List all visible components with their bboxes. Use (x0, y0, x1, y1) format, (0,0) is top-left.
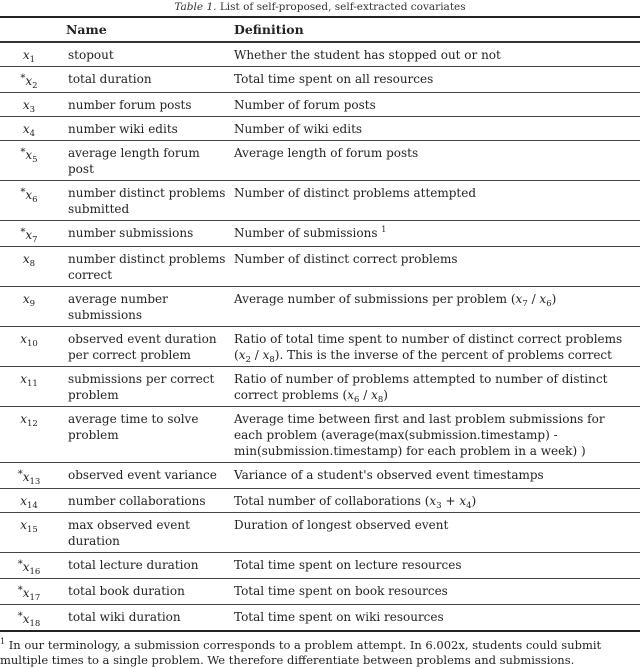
variable-symbol: x (22, 560, 30, 574)
definition-text: Number of forum posts (234, 98, 376, 112)
covariate-name: stopout (68, 48, 114, 62)
star-marker: * (17, 559, 23, 570)
definition-text: Total time spent on lecture resources (234, 558, 462, 572)
covariate-definition (230, 42, 640, 67)
variable-symbol: x (347, 388, 354, 402)
covariate-name: total wiki duration (68, 610, 181, 624)
definition-text: Number of distinct problems attempted (234, 186, 477, 200)
footnote-text: In our terminology, a submission corresponds to a problem attempt. In 6.002x, students could submit multiple times to a single problem. We therefore differentiate between problems and submissions. (0, 638, 602, 667)
definition-text: Total number of collaborations ( (234, 494, 430, 508)
star-marker: * (20, 227, 26, 238)
footnote (0, 638, 640, 668)
covariate-name: total book duration (68, 584, 185, 598)
covariate-name: average length forum post (68, 146, 200, 176)
covariate-id (0, 579, 62, 605)
variable-symbol: x (22, 122, 30, 136)
footnote-mark: 1 (0, 637, 6, 646)
table-row (0, 93, 640, 117)
covariate-name: number forum posts (68, 98, 192, 112)
variable-symbol: x (539, 292, 547, 306)
covariate-definition (230, 327, 640, 367)
covariate-definition (230, 463, 640, 489)
star-marker: * (17, 585, 23, 596)
covariate-definition (230, 553, 640, 579)
table-row (0, 247, 640, 287)
variable-subscript: 8 (377, 395, 384, 405)
table-row (0, 117, 640, 141)
variable-subscript: 1 (29, 55, 36, 65)
covariate-name: max observed event duration (68, 518, 190, 548)
variable-subscript: 17 (29, 593, 41, 603)
definition-text: ) (471, 494, 477, 508)
table-row (0, 463, 640, 489)
covariate-id (0, 93, 62, 117)
variable-symbol: x (25, 228, 33, 242)
variable-symbol: x (22, 292, 30, 306)
variable-symbol: x (22, 470, 30, 484)
variable-symbol: x (371, 388, 378, 402)
covariate-definition (230, 579, 640, 605)
variable-symbol: x (262, 348, 270, 362)
variable-subscript: 18 (29, 619, 41, 629)
variable-subscript: 6 (353, 395, 360, 405)
table-row (0, 513, 640, 553)
covariate-name: total duration (68, 72, 152, 86)
variable-subscript: 4 (29, 129, 36, 139)
variable-subscript: 16 (29, 567, 41, 577)
variable-subscript: 15 (26, 525, 38, 535)
variable-symbol: x (22, 252, 30, 266)
footnote-ref: 1 (381, 225, 387, 234)
variable-subscript: 8 (29, 259, 36, 269)
variable-subscript: 6 (32, 195, 38, 205)
variable-symbol: x (25, 188, 33, 202)
covariate-definition (230, 605, 640, 632)
variable-symbol: x (20, 494, 27, 508)
covariate-definition (230, 247, 640, 287)
star-marker: * (17, 469, 23, 480)
definition-text: Average number of submissions per problem ( (234, 292, 516, 306)
definition-text: Total time spent on wiki resources (234, 610, 444, 624)
table-row (0, 67, 640, 93)
variable-subscript: 11 (26, 379, 38, 389)
covariate-name: number distinct problems submitted (68, 186, 226, 216)
definition-text: Number of submissions (234, 226, 382, 240)
table-header-row (0, 17, 640, 42)
variable-symbol: x (22, 98, 30, 112)
variable-subscript: 4 (466, 501, 472, 511)
covariates-table (0, 16, 640, 632)
covariate-name: number collaborations (68, 494, 206, 508)
covariate-definition (230, 141, 640, 181)
covariate-definition (230, 221, 640, 247)
table-row (0, 42, 640, 67)
definition-text: ) (551, 292, 557, 306)
definition-text: Duration of longest observed event (234, 518, 449, 532)
covariate-id (0, 181, 62, 221)
variable-subscript: 7 (32, 235, 38, 245)
covariate-definition (230, 67, 640, 93)
variable-symbol: x (20, 412, 27, 426)
covariate-definition (230, 93, 640, 117)
definition-text: Number of distinct correct problems (234, 252, 458, 266)
covariate-id (0, 553, 62, 579)
variable-subscript: 9 (29, 299, 36, 309)
covariate-id (0, 247, 62, 287)
definition-text: Total time spent on all resources (234, 72, 434, 86)
table-row (0, 407, 640, 463)
definition-text: / (527, 292, 540, 306)
definition-text: ). This is the inverse of the percent of problems correct (274, 348, 612, 362)
covariate-id (0, 117, 62, 141)
variable-subscript: 3 (436, 501, 442, 511)
variable-symbol: x (20, 372, 27, 386)
covariate-id (0, 221, 62, 247)
variable-symbol: x (20, 332, 27, 346)
table-row (0, 367, 640, 407)
covariate-name: average number submissions (68, 292, 168, 322)
variable-symbol: x (515, 292, 523, 306)
variable-subscript: 3 (29, 105, 36, 115)
table-row (0, 181, 640, 221)
definition-text: ) (383, 388, 388, 402)
variable-subscript: 12 (26, 419, 38, 429)
covariate-name: total lecture duration (68, 558, 199, 572)
definition-text: Number of wiki edits (234, 122, 363, 136)
covariate-name: number wiki edits (68, 122, 178, 136)
header-id (0, 17, 62, 42)
variable-symbol: x (22, 612, 30, 626)
table-row (0, 287, 640, 327)
star-marker: * (20, 187, 26, 198)
covariate-definition (230, 407, 640, 463)
covariate-id (0, 42, 62, 67)
variable-subscript: 13 (29, 477, 41, 487)
table-row (0, 579, 640, 605)
variable-subscript: 2 (32, 81, 38, 91)
variable-symbol: x (20, 518, 27, 532)
definition-text: Average length of forum posts (234, 146, 419, 160)
covariate-id (0, 287, 62, 327)
covariate-id (0, 407, 62, 463)
header-definition: Definition (234, 22, 304, 37)
variable-symbol: x (429, 494, 437, 508)
definition-text: Ratio of total time spent to number of distinct correct problems ( (234, 332, 623, 362)
variable-symbol: x (22, 586, 30, 600)
variable-symbol: x (25, 74, 33, 88)
variable-symbol: x (238, 348, 246, 362)
covariate-id (0, 141, 62, 181)
variable-symbol: x (459, 494, 467, 508)
definition-text: Total time spent on book resources (234, 584, 448, 598)
covariate-definition (230, 367, 640, 407)
covariate-definition (230, 181, 640, 221)
variable-symbol: x (25, 148, 33, 162)
star-marker: * (20, 147, 26, 158)
variable-subscript: 5 (32, 155, 38, 165)
covariate-name: observed event variance (68, 468, 217, 482)
covariate-id (0, 605, 62, 632)
covariate-definition (230, 287, 640, 327)
definition-text: / (359, 388, 372, 402)
covariate-name: observed event duration per correct problem (68, 332, 217, 362)
covariate-id (0, 489, 62, 513)
star-marker: * (17, 611, 23, 622)
covariate-name: submissions per correct problem (68, 372, 215, 402)
covariate-name: number submissions (68, 226, 194, 240)
covariate-definition (230, 117, 640, 141)
table-row (0, 489, 640, 513)
variable-subscript: 10 (26, 339, 38, 349)
definition-text: Whether the student has stopped out or not (234, 48, 501, 62)
covariate-definition (230, 513, 640, 553)
caption-label: Table 1. (174, 1, 217, 13)
variable-subscript: 14 (26, 501, 38, 511)
caption-text: List of self-proposed, self-extracted covariates (219, 1, 466, 13)
covariate-id (0, 327, 62, 367)
star-marker: * (20, 73, 26, 84)
definition-text: + (441, 494, 460, 508)
variable-subscript: 6 (546, 299, 552, 309)
table-row (0, 141, 640, 181)
table-row (0, 605, 640, 632)
table-body (0, 42, 640, 631)
table-caption (0, 0, 640, 16)
table-row (0, 327, 640, 367)
variable-subscript: 7 (522, 299, 528, 309)
definition-text: / (250, 348, 263, 362)
definition-text: Variance of a student's observed event timestamps (234, 468, 544, 482)
covariate-definition (230, 489, 640, 513)
definition-text: Ratio of number of problems attempted to number of distinct correct problems ( (234, 372, 608, 402)
covariate-name: number distinct problems correct (68, 252, 226, 282)
variable-subscript: 2 (245, 355, 251, 365)
covariate-id (0, 367, 62, 407)
covariate-id (0, 67, 62, 93)
table-row (0, 553, 640, 579)
covariate-name: average time to solve problem (68, 412, 199, 442)
variable-subscript: 8 (269, 355, 275, 365)
table-row (0, 221, 640, 247)
definition-text: Average time between first and last problem submissions for each problem (average(max(submission.timestamp) - min(submission.timestamp) for each problem in a week) ) (234, 412, 605, 458)
variable-symbol: x (22, 48, 30, 62)
header-name: Name (66, 22, 107, 37)
covariate-id (0, 463, 62, 489)
covariate-id (0, 513, 62, 553)
